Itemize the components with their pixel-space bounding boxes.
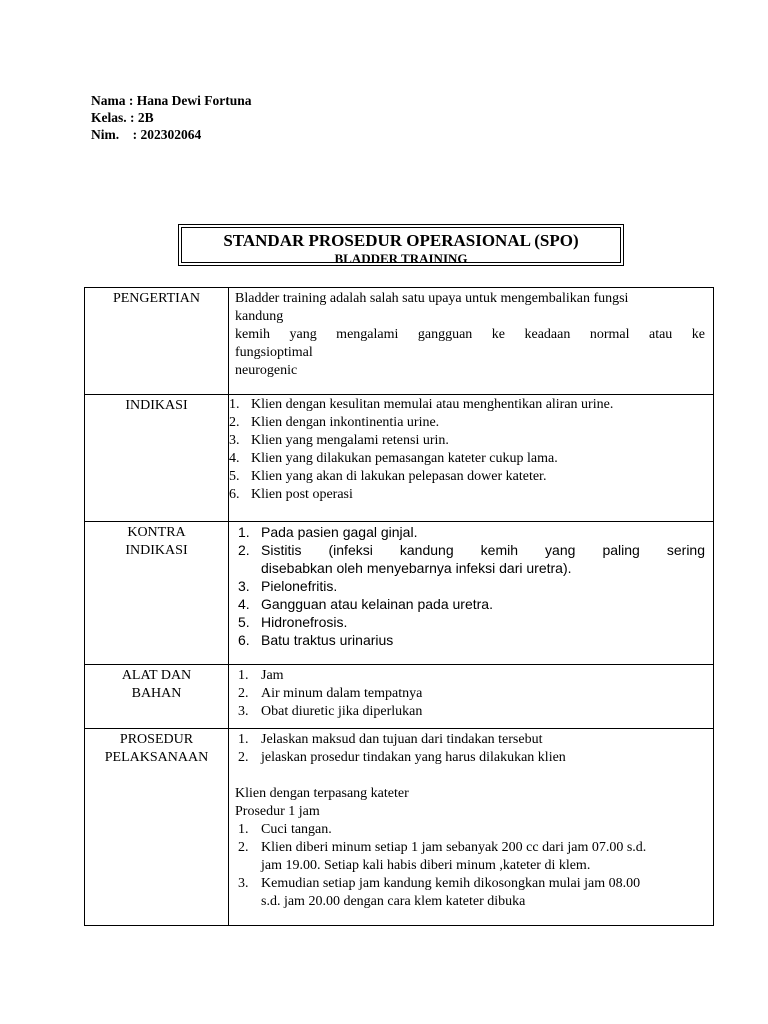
- list-item: 6. Batu traktus urinarius: [238, 632, 394, 648]
- content-prosedur: [229, 729, 714, 926]
- list-item: 2. Air minum dalam tempatnya: [238, 686, 423, 701]
- list-item: 1. Jelaskan maksud dan tujuan dari tindakan tersebut: [238, 732, 543, 747]
- label-pengertian: PENGERTIAN: [85, 288, 229, 395]
- title-box: [178, 224, 624, 266]
- list-item: 6. Klien post operasi: [229, 487, 353, 502]
- content-indikasi: [229, 395, 714, 522]
- list-item: 2. Sistitis (infeksi kandung kemih yang paling sering disebabkan oleh menyebarnya infeksi dari uretra).: [238, 542, 705, 576]
- content-pengertian: [229, 288, 714, 395]
- spo-table: [84, 287, 714, 926]
- row-pengertian: [85, 288, 714, 395]
- content-kontra-indikasi: [229, 522, 714, 665]
- list-item: 3. Pielonefritis.: [238, 578, 338, 594]
- indikasi-list: [229, 396, 705, 504]
- list-item: 5. Hidronefrosis.: [238, 614, 348, 630]
- list-item: 3. Klien yang mengalami retensi urin.: [229, 433, 449, 448]
- prosedur-steps-list: [229, 821, 705, 911]
- list-item: 1. Cuci tangan.: [238, 822, 332, 837]
- list-item: 1. Jam: [238, 668, 284, 683]
- list-item: 2. Klien diberi minum setiap 1 jam sebanyak 200 cc dari jam 07.00 s.d. jam 19.00. Setiap kali habis diberi minum ,kateter di klem.: [238, 840, 647, 873]
- student-info: [91, 92, 252, 143]
- alat-list: [229, 665, 705, 721]
- list-item: 4. Gangguan atau kelainan pada uretra.: [238, 596, 493, 612]
- label-indikasi: INDIKASI: [85, 395, 229, 522]
- row-indikasi: [85, 395, 714, 522]
- student-nim: Nim. : 202302064: [91, 127, 202, 142]
- list-item: 5. Klien yang akan di lakukan pelepasan dower kateter.: [229, 469, 547, 484]
- list-item: 1. Klien dengan kesulitan memulai atau menghentikan aliran urine.: [229, 397, 614, 412]
- label-prosedur: PROSEDUR PELAKSANAAN: [85, 729, 229, 926]
- prosedur-intro-list: [229, 729, 705, 767]
- student-name: Nama : Hana Dewi Fortuna: [91, 93, 252, 108]
- list-item: 2. Klien dengan inkontinentia urine.: [229, 415, 440, 430]
- kontra-list: [229, 523, 705, 649]
- definition-line: neurogenic: [235, 363, 298, 378]
- prosedur-subheading-2: Prosedur 1 jam: [235, 804, 320, 819]
- list-item: 1. Pada pasien gagal ginjal.: [238, 524, 418, 540]
- definition-line: fungsioptimal: [235, 345, 313, 360]
- list-item: 3. Obat diuretic jika diperlukan: [238, 704, 423, 719]
- list-item: 2. jelaskan prosedur tindakan yang harus dilakukan klien: [238, 750, 566, 765]
- prosedur-subheading: Klien dengan terpasang kateter: [235, 786, 409, 801]
- definition-text: [229, 288, 705, 380]
- row-kontra-indikasi: [85, 522, 714, 665]
- definition-line: kemih yang mengalami gangguan ke keadaan normal atau ke: [235, 327, 705, 342]
- definition-line: kandung: [235, 309, 284, 324]
- row-prosedur: [85, 729, 714, 926]
- content-alat-bahan: [229, 665, 714, 729]
- list-item: 3. Kemudian setiap jam kandung kemih dikosongkan mulai jam 08.00 s.d. jam 20.00 dengan cara klem kateter dibuka: [238, 876, 641, 909]
- student-class: Kelas. : 2B: [91, 110, 154, 125]
- document-subtitle: BLADDER TRAINING: [334, 251, 468, 266]
- document-title: STANDAR PROSEDUR OPERASIONAL (SPO): [223, 231, 579, 250]
- label-alat-bahan: ALAT DAN BAHAN: [85, 665, 229, 729]
- row-alat-bahan: [85, 665, 714, 729]
- definition-line: Bladder training adalah salah satu upaya untuk mengembalikan fungsi: [235, 291, 629, 306]
- label-kontra-indikasi: KONTRA INDIKASI: [85, 522, 229, 665]
- title-inner: [181, 227, 621, 266]
- list-item: 4. Klien yang dilakukan pemasangan kateter cukup lama.: [229, 451, 558, 466]
